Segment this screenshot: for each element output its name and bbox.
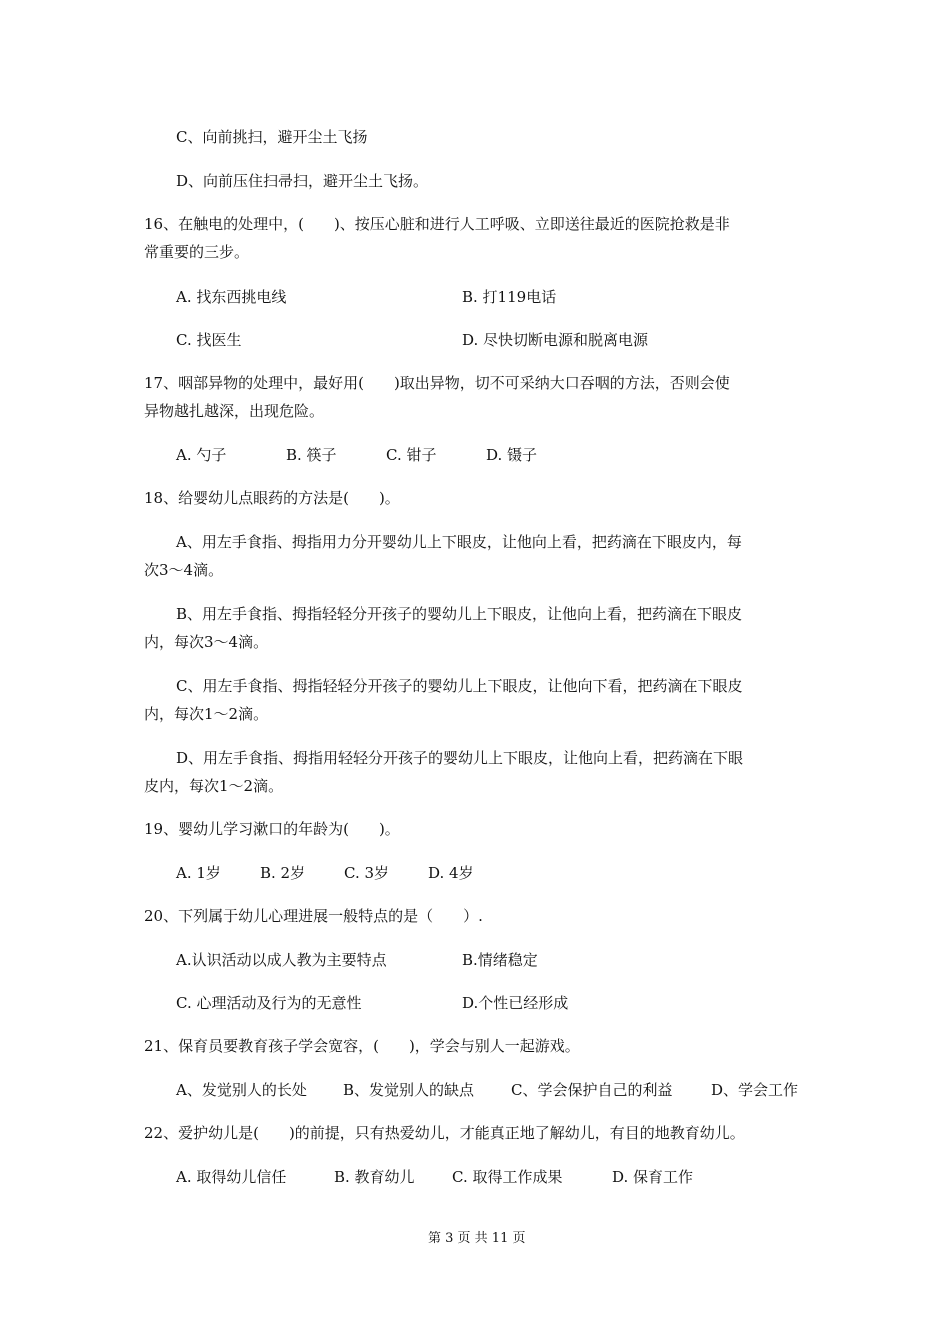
q20-option-d: D.个性已经形成 [462, 994, 569, 1012]
page-footer: 第 3 页 共 11 页 [428, 1231, 526, 1246]
q16-stem-line1: 16、在触电的处理中，( )、按压心脏和进行人工呼吸、立即送往最近的医院抢救是非 [144, 215, 730, 233]
q17-stem-line1: 17、咽部异物的处理中，最好用( )取出异物，切不可采纳大口吞咽的方法，否则会使 [144, 374, 730, 392]
q18-option-a-line2: 次3～4滴。 [144, 561, 224, 579]
q19-option-d: D. 4岁 [428, 864, 474, 882]
q20-option-c: C. 心理活动及行为的无意性 [176, 994, 362, 1012]
q16-option-a: A. 找东西挑电线 [176, 288, 287, 306]
q17-option-c: C. 钳子 [386, 446, 437, 464]
q18-stem: 18、给婴幼儿点眼药的方法是( )。 [144, 489, 400, 507]
q20-option-b: B.情绪稳定 [462, 951, 538, 969]
q19-stem: 19、婴幼儿学习漱口的年龄为( )。 [144, 820, 400, 838]
q21-option-b: B、发觉别人的缺点 [343, 1081, 475, 1099]
q17-option-b: B. 筷子 [286, 446, 337, 464]
q16-option-d: D. 尽快切断电源和脱离电源 [462, 331, 649, 349]
q19-option-c: C. 3岁 [344, 864, 390, 882]
q15-option-d: D、向前压住扫帚扫，避开尘土飞扬。 [176, 172, 429, 190]
q18-option-d-line1: D、用左手食指、拇指用轻轻分开孩子的婴幼儿上下眼皮，让他向上看，把药滴在下眼 [176, 749, 744, 767]
q18-option-b-line1: B、用左手食指、拇指轻轻分开孩子的婴幼儿上下眼皮，让他向上看，把药滴在下眼皮 [176, 605, 743, 623]
q22-option-b: B. 教育幼儿 [334, 1168, 415, 1186]
q21-option-a: A、发觉别人的长处 [176, 1081, 307, 1099]
q22-option-a: A. 取得幼儿信任 [176, 1168, 287, 1186]
q21-option-d: D、学会工作 [711, 1081, 799, 1099]
q18-option-c-line1: C、用左手食指、拇指轻轻分开孩子的婴幼儿上下眼皮，让他向下看，把药滴在下眼皮 [176, 677, 743, 695]
q19-option-a: A. 1岁 [176, 864, 221, 882]
q18-option-a-line1: A、用左手食指、拇指用力分开婴幼儿上下眼皮，让他向上看，把药滴在下眼皮内，每 [176, 533, 742, 551]
q22-stem: 22、爱护幼儿是( )的前提，只有热爱幼儿，才能真正地了解幼儿，有目的地教育幼儿。 [144, 1124, 745, 1142]
q21-stem: 21、保育员要教育孩子学会宽容，( )，学会与别人一起游戏。 [144, 1037, 580, 1055]
q21-option-c: C、学会保护自己的利益 [511, 1081, 673, 1099]
q22-option-c: C. 取得工作成果 [452, 1168, 563, 1186]
q16-stem-line2: 常重要的三步。 [144, 243, 250, 261]
q18-option-c-line2: 内，每次1～2滴。 [144, 705, 269, 723]
q20-stem: 20、下列属于幼儿心理进展一般特点的是（ ）. [144, 907, 483, 925]
q19-option-b: B. 2岁 [260, 864, 306, 882]
q17-stem-line2: 异物越扎越深，出现危险。 [144, 402, 325, 420]
q17-option-a: A. 勺子 [176, 446, 227, 464]
q16-option-c: C. 找医生 [176, 331, 242, 349]
q18-option-d-line2: 皮内，每次1～2滴。 [144, 777, 284, 795]
q22-option-d: D. 保育工作 [612, 1168, 694, 1186]
q20-option-a: A.认识活动以成人教为主要特点 [176, 951, 387, 969]
q16-option-b: B. 打119电话 [462, 288, 557, 306]
q15-option-c: C、向前挑扫，避开尘土飞扬 [176, 128, 368, 146]
q18-option-b-line2: 内，每次3～4滴。 [144, 633, 269, 651]
q17-option-d: D. 镊子 [486, 446, 538, 464]
